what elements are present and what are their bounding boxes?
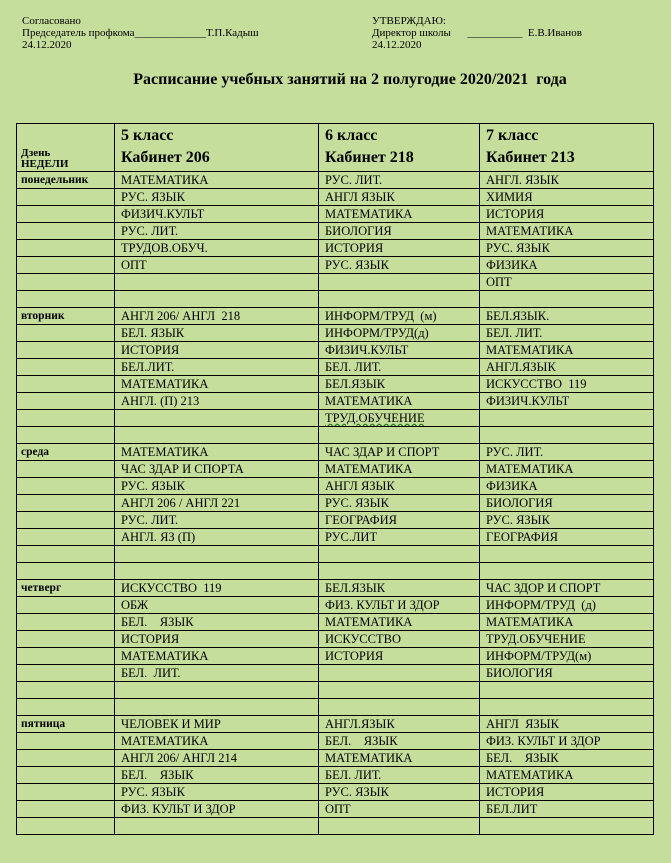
day-column-header: Дзень НЕДЕЛИ [17,124,115,172]
day-cell [17,427,115,444]
day-cell [17,597,115,614]
lesson-cell: ИСТОРИЯ [480,784,654,801]
lesson-cell: РУС. ЯЗЫК [319,784,480,801]
table-row [17,172,654,189]
table-row [17,240,654,257]
table-row [17,223,654,240]
lesson-cell [319,665,480,682]
table-row [17,376,654,393]
day-cell [17,733,115,750]
table-row [17,750,654,767]
lesson-cell: АНГЛ ЯЗЫК [319,478,480,495]
table-row [17,325,654,342]
lesson-cell: АНГЛ ЯЗЫК [480,716,654,733]
table-row [17,818,654,835]
table-row [17,478,654,495]
table-row [17,342,654,359]
lesson-cell: МАТЕМАТИКА [319,206,480,223]
lesson-cell [319,818,480,835]
lesson-cell: БЕЛ. ЛИТ. [319,767,480,784]
lesson-cell: МАТЕМАТИКА [115,376,319,393]
lesson-cell [480,410,654,427]
lesson-cell: ГЕОГРАФИЯ [480,529,654,546]
lesson-cell: АНГЛ 206/ АНГЛ 218 [115,308,319,325]
day-cell [17,614,115,631]
lesson-cell: ИСТОРИЯ [319,648,480,665]
day-cell [17,767,115,784]
lesson-cell [480,291,654,308]
lesson-cell: РУС. ЛИТ. [480,444,654,461]
table-row [17,308,654,325]
lesson-cell: ОПТ [115,257,319,274]
lesson-cell: РУС. ЯЗЫК [115,189,319,206]
day-label: понедельник [17,172,115,189]
table-row [17,801,654,818]
class-room: Кабинет 213 [486,149,575,166]
lesson-cell: РУС. ЯЗЫК [319,257,480,274]
lesson-cell: МАТЕМАТИКА [480,461,654,478]
table-row [17,699,654,716]
lesson-cell: ТРУД.ОБУЧЕНИЕ [480,631,654,648]
approval-left-signer: Председатель профкома_____________Т.П.Кадыш [22,27,259,39]
lesson-cell: АНГЛ. ЯЗЫК [480,172,654,189]
lesson-cell [115,818,319,835]
header-row [17,124,654,172]
lesson-cell: ФИЗИЧ.КУЛЬТ [115,206,319,223]
lesson-cell: БЕЛ. ЯЗЫК [115,614,319,631]
lesson-cell [319,699,480,716]
lesson-cell: ТРУД.ОБУЧЕНИЕ [319,410,480,427]
table-row [17,189,654,206]
lesson-cell [115,410,319,427]
lesson-cell: МАТЕМАТИКА [115,172,319,189]
lesson-cell: БЕЛ. ЛИТ. [480,325,654,342]
approval-right-heading: УТВЕРЖДАЮ: [372,15,446,27]
table-row [17,597,654,614]
table-row [17,444,654,461]
lesson-cell: ЧАС ЗДАР И СПОРТА [115,461,319,478]
lesson-cell: БЕЛ. ЛИТ. [319,359,480,376]
lesson-cell: АНГЛ 206/ АНГЛ 214 [115,750,319,767]
lesson-cell: ФИЗИКА [480,478,654,495]
lesson-cell: БИОЛОГИЯ [319,223,480,240]
table-row [17,665,654,682]
table-row [17,648,654,665]
table-row [17,784,654,801]
lesson-cell: ХИМИЯ [480,189,654,206]
lesson-cell: АНГЛ.ЯЗЫК [319,716,480,733]
table-row [17,563,654,580]
day-cell [17,325,115,342]
lesson-cell: БИОЛОГИЯ [480,495,654,512]
day-cell [17,223,115,240]
lesson-cell: МАТЕМАТИКА [115,648,319,665]
lesson-cell: РУС. ЯЗЫК [480,512,654,529]
class-room: Кабинет 206 [121,149,210,166]
lesson-cell [319,563,480,580]
table-row [17,291,654,308]
lesson-cell [115,274,319,291]
page-title: Расписание учебных занятий на 2 полугодие 2020/2021 года [133,71,567,88]
approval-right-date: 24.12.2020 [372,39,422,51]
lesson-cell [480,699,654,716]
day-cell [17,495,115,512]
day-cell [17,546,115,563]
lesson-cell: РУС. ЯЗЫК [115,478,319,495]
class-room: Кабинет 218 [325,149,414,166]
lesson-cell: ИНФОРМ/ТРУД(д) [319,325,480,342]
lesson-cell [115,427,319,444]
day-cell [17,359,115,376]
lesson-cell: ИНФОРМ/ТРУД(м) [480,648,654,665]
lesson-cell: АНГЛ ЯЗЫК [319,189,480,206]
lesson-cell: ИНФОРМ/ТРУД (м) [319,308,480,325]
lesson-cell: БЕЛ. ЛИТ. [115,665,319,682]
day-cell [17,461,115,478]
table-row [17,461,654,478]
day-cell [17,410,115,427]
table-row [17,733,654,750]
lesson-cell: ФИЗИЧ.КУЛЬТ [480,393,654,410]
day-cell [17,376,115,393]
lesson-cell [319,682,480,699]
day-cell [17,478,115,495]
lesson-cell: РУС. ЯЗЫК [319,495,480,512]
class-column-header [480,124,654,172]
day-cell [17,699,115,716]
lesson-cell: ИСКУССТВО [319,631,480,648]
lesson-cell: МАТЕМАТИКА [480,614,654,631]
lesson-cell: АНГЛ. ЯЗ (П) [115,529,319,546]
day-cell [17,240,115,257]
lesson-cell: ГЕОГРАФИЯ [319,512,480,529]
lesson-cell [319,546,480,563]
lesson-cell [115,563,319,580]
day-cell [17,563,115,580]
approval-right [372,15,582,51]
class-column-header [319,124,480,172]
lesson-cell: ИСТОРИЯ [115,631,319,648]
lesson-cell: МАТЕМАТИКА [115,444,319,461]
table-row [17,529,654,546]
table-row [17,546,654,563]
lesson-cell: МАТЕМАТИКА [115,733,319,750]
lesson-cell: МАТЕМАТИКА [480,342,654,359]
lesson-cell [115,699,319,716]
day-cell [17,206,115,223]
lesson-cell: БИОЛОГИЯ [480,665,654,682]
table-row [17,716,654,733]
day-cell [17,257,115,274]
lesson-cell: ФИЗ. КУЛЬТ И ЗДОР [480,733,654,750]
day-cell [17,682,115,699]
table-row [17,274,654,291]
lesson-cell: БЕЛ. ЯЗЫК [115,325,319,342]
day-cell [17,291,115,308]
approval-left-date: 24.12.2020 [22,39,72,51]
table-row [17,427,654,444]
lesson-cell [480,682,654,699]
lesson-cell [115,546,319,563]
table-row [17,614,654,631]
lesson-cell: АНГЛ.ЯЗЫК [480,359,654,376]
lesson-cell: МАТЕМАТИКА [319,614,480,631]
lesson-cell: ТРУДОВ.ОБУЧ. [115,240,319,257]
lesson-cell: МАТЕМАТИКА [480,767,654,784]
day-cell [17,784,115,801]
lesson-cell: БЕЛ. ЯЗЫК [115,767,319,784]
day-cell [17,801,115,818]
lesson-cell [480,563,654,580]
lesson-cell: БЕЛ. ЯЗЫК [480,750,654,767]
lesson-cell: ФИЗИКА [480,257,654,274]
table-row [17,512,654,529]
approval-right-signer: Директор школы __________ Е.В.Иванов [372,27,582,39]
lesson-cell: РУС. ЯЗЫК [480,240,654,257]
lesson-cell: БЕЛ.ЯЗЫК [319,580,480,597]
class-name: 5 класс [121,127,174,144]
lesson-cell: БЕЛ.ЛИТ. [115,359,319,376]
table-row [17,767,654,784]
day-cell [17,393,115,410]
lesson-cell: ЧАС ЗДАР И СПОРТ [319,444,480,461]
lesson-cell: АНГЛ 206 / АНГЛ 221 [115,495,319,512]
lesson-cell: МАТЕМАТИКА [319,750,480,767]
lesson-cell: ИСКУССТВО 119 [480,376,654,393]
lesson-cell [115,291,319,308]
table-row [17,631,654,648]
lesson-cell [480,546,654,563]
day-label: пятница [17,716,115,733]
day-cell [17,512,115,529]
lesson-cell: РУС.ЛИТ [319,529,480,546]
day-cell [17,274,115,291]
lesson-cell: БЕЛ. ЯЗЫК [319,733,480,750]
table-row [17,682,654,699]
lesson-cell: БЕЛ.ЯЗЫК [319,376,480,393]
lesson-cell: РУС. ЯЗЫК [115,784,319,801]
lesson-cell: ИНФОРМ/ТРУД (д) [480,597,654,614]
day-cell [17,631,115,648]
lesson-cell: РУС. ЛИТ. [115,512,319,529]
lesson-cell: РУС. ЛИТ. [319,172,480,189]
lesson-cell: ОБЖ [115,597,319,614]
day-cell [17,529,115,546]
lesson-cell: ЧЕЛОВЕК И МИР [115,716,319,733]
lesson-cell: РУС. ЛИТ. [115,223,319,240]
lesson-cell: АНГЛ. (П) 213 [115,393,319,410]
lesson-cell: ИСТОРИЯ [115,342,319,359]
lesson-cell: БЕЛ.ЛИТ [480,801,654,818]
table-row [17,257,654,274]
lesson-cell: МАТЕМАТИКА [319,393,480,410]
table-row [17,580,654,597]
table-row [17,359,654,376]
lesson-cell [319,274,480,291]
table-row [17,410,654,427]
lesson-cell: ОПТ [319,801,480,818]
lesson-cell: МАТЕМАТИКА [319,461,480,478]
schedule-table [16,123,654,835]
lesson-cell: ОПТ [480,274,654,291]
approval-left [22,15,259,51]
class-name: 6 класс [325,127,378,144]
lesson-cell: ФИЗИЧ.КУЛЬТ [319,342,480,359]
table-row [17,495,654,512]
table-row [17,206,654,223]
lesson-cell: ИСКУССТВО 119 [115,580,319,597]
day-cell [17,648,115,665]
approval-left-heading: Согласовано [22,15,81,27]
lesson-cell: ФИЗ. КУЛЬТ И ЗДОР [319,597,480,614]
day-label: вторник [17,308,115,325]
lesson-cell [480,427,654,444]
class-name: 7 класс [486,127,539,144]
day-label: четверг [17,580,115,597]
day-cell [17,342,115,359]
table-row [17,393,654,410]
lesson-cell: МАТЕМАТИКА [480,223,654,240]
day-cell [17,818,115,835]
lesson-cell: ИСТОРИЯ [319,240,480,257]
lesson-cell: ЧАС ЗДОР И СПОРТ [480,580,654,597]
lesson-cell: ФИЗ. КУЛЬТ И ЗДОР [115,801,319,818]
day-cell [17,665,115,682]
lesson-cell [319,427,480,444]
lesson-cell: БЕЛ.ЯЗЫК. [480,308,654,325]
day-cell [17,750,115,767]
class-column-header [115,124,319,172]
lesson-cell [115,682,319,699]
day-cell [17,189,115,206]
lesson-cell [480,818,654,835]
lesson-cell: ИСТОРИЯ [480,206,654,223]
day-label: среда [17,444,115,461]
lesson-cell [319,291,480,308]
